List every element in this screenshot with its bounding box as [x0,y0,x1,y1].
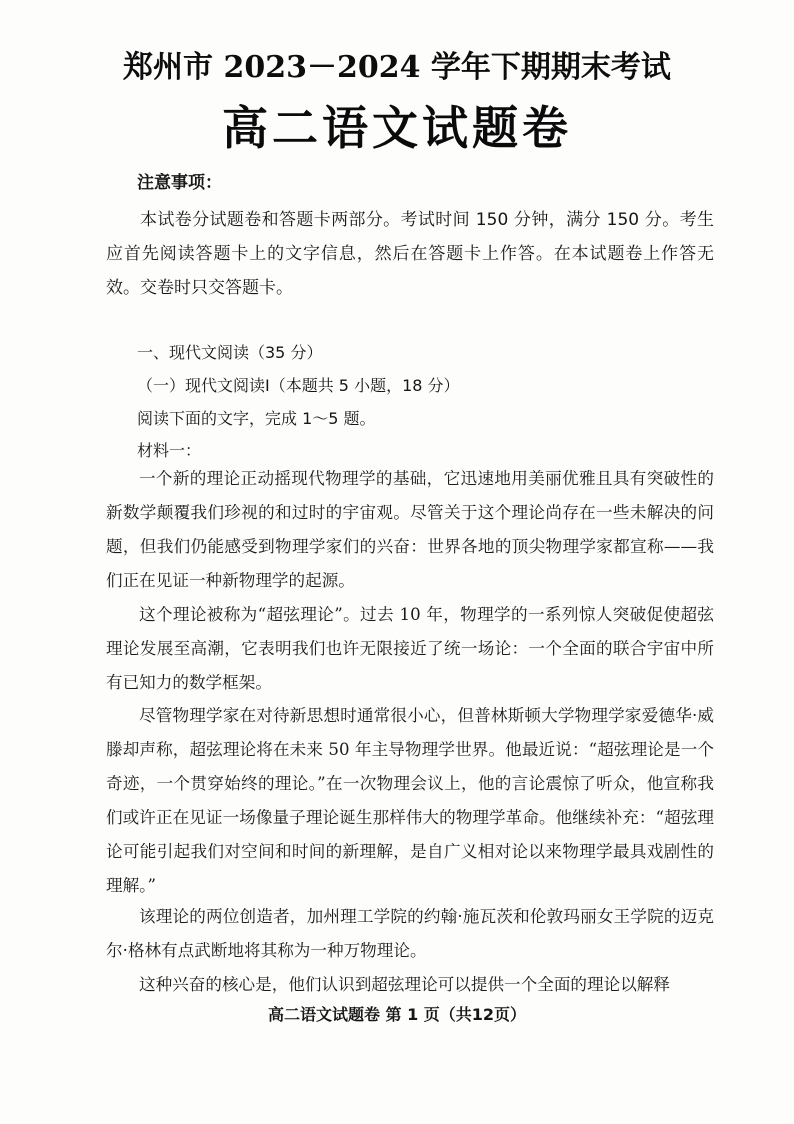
exam-title: 郑州市 2023－2024 学年下期期末考试 [123,50,671,85]
notice-body: 本试卷分试题卷和答题卡两部分。考试时间 150 分钟，满分 150 分。考生应首先阅读答题卡上的文字信息，然后在答题卡上作答。在本试题卷上作答无效。交卷时只交答题卡。 [106,210,714,298]
sub-section-title: （一）现代文阅读Ⅰ（本题共 5 小题，18 分） [137,376,460,395]
paragraph: 该理论的两位创造者，加州理工学院的约翰·施瓦茨和伦敦玛丽女王学院的迈克尔·格林有点武断地将其称为一种万物理论。 [106,907,714,960]
notice-heading: 注意事项： [137,173,222,193]
paper-title: 高二语文试题卷 [222,101,572,155]
paragraph: 尽管物理学家在对待新思想时通常很小心，但普林斯顿大学物理学家爱德华·威滕却声称，超弦理论将在未来 50 年主导物理学世界。他最近说：“超弦理论是一个奇迹，一个贯穿始终的理论。”在一次物理会议上，他的言论震惊了听众，他宣称我们或许正在见证一场像量子理论诞生那样伟大的物理学革命。他继续补充：“超弦理论可能引起我们对空间和时间的新理解，是自广义相对论以来物理学最具戏剧性的理解。” [106,706,714,895]
paragraph: 这种兴奋的核心是，他们认识到超弦理论可以提供一个全面的理论以解释 [139,975,670,994]
part-title: 一、现代文阅读（35 分） [137,343,323,362]
material-label: 材料一： [137,441,202,460]
paragraph: 一个新的理论正动摇现代物理学的基础，它迅速地用美丽优雅且具有突破性的新数学颠覆我们珍视的和过时的宇宙观。尽管关于这个理论尚存在一些未解决的问题，但我们仍能感受到物理学家们的兴奋：世界各地的顶尖物理学家都宣称——我们正在见证一种新物理学的起源。 [106,469,714,590]
reading-instruction: 阅读下面的文字，完成 1～5 题。 [137,409,376,428]
paragraph: 这个理论被称为“超弦理论”。过去 10 年，物理学的一系列惊人突破促使超弦理论发展至高潮，它表明我们也许无限接近了统一场论：一个全面的联合宇宙中所有已知力的数学框架。 [106,605,714,692]
page-footer: 高二语文试题卷 第 1 页（共12页） [267,1005,527,1024]
